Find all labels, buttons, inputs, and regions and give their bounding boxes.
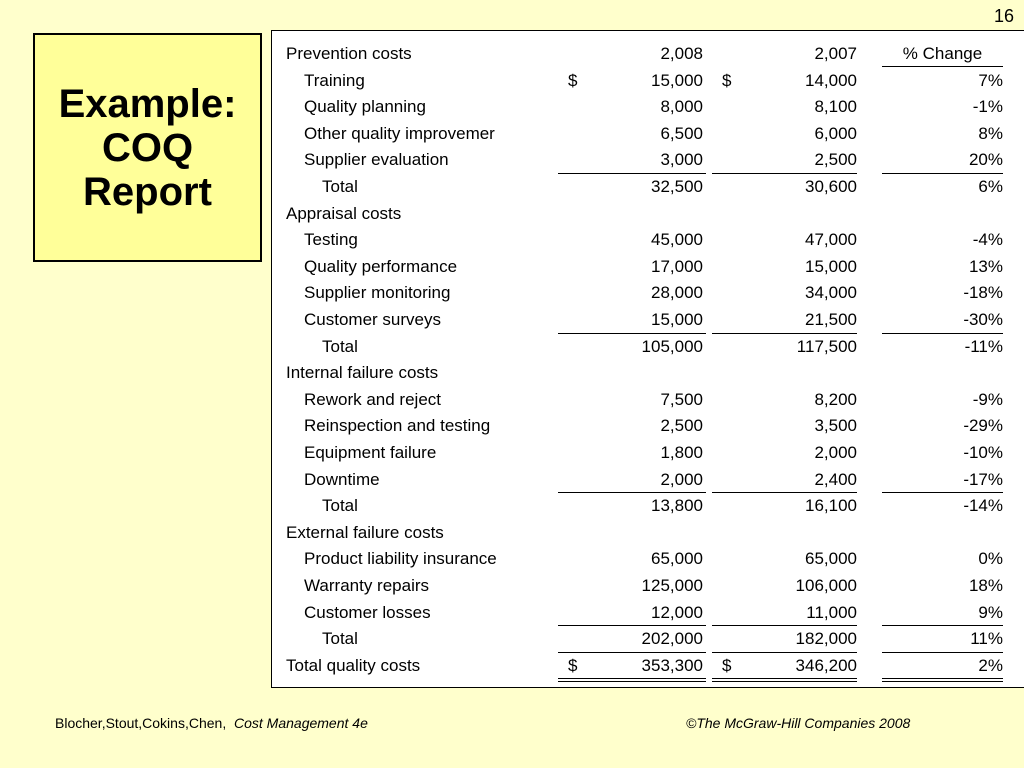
row-label: Other quality improvemer <box>304 123 495 143</box>
subtotal-row <box>272 626 1024 652</box>
value-2008: 45,000 <box>651 230 703 250</box>
value-2008: 2,500 <box>660 416 703 436</box>
table-row <box>272 147 1024 173</box>
row-label: Training <box>304 70 365 90</box>
pct-change: -1% <box>972 97 1003 117</box>
section-heading: Appraisal costs <box>286 203 402 223</box>
value-2008: 6,500 <box>660 123 703 143</box>
table-row <box>272 280 1024 306</box>
value-2008: 1,800 <box>660 443 703 462</box>
subtotal-label: Total <box>322 177 358 196</box>
pct-change: 18% <box>968 576 1003 595</box>
double-rule <box>558 678 706 682</box>
subtotal-row <box>272 174 1024 200</box>
pct-change: 7% <box>978 70 1003 90</box>
table-row <box>272 94 1024 120</box>
value-2007: 3,500 <box>814 416 857 436</box>
value-2008: 15,000 <box>651 310 703 329</box>
slide-number: 16 <box>993 6 1014 26</box>
table-row <box>272 413 1024 439</box>
value-2007: 106,000 <box>795 576 857 595</box>
pct-change: 8% <box>978 123 1003 143</box>
subtotal-2007: 16,100 <box>805 496 857 516</box>
double-rule <box>882 678 1003 682</box>
header-label: Prevention costs <box>286 44 412 63</box>
table-header-row <box>272 41 1024 67</box>
value-2008: 15,000 <box>651 70 703 90</box>
grand-total-label: Total quality costs <box>286 655 421 675</box>
grand-total-row <box>272 653 1024 679</box>
value-2007: 47,000 <box>805 230 857 250</box>
value-2007: 2,400 <box>814 469 857 489</box>
value-2008: 2,000 <box>660 469 703 489</box>
coq-report-table <box>271 30 1024 688</box>
value-2007: 15,000 <box>805 256 857 276</box>
value-2008: 125,000 <box>641 576 703 595</box>
subtotal-2007: 30,600 <box>805 177 857 196</box>
grand-total-2008: 353,300 <box>641 655 703 675</box>
pct-change: 20% <box>968 150 1003 170</box>
value-2008: 12,000 <box>651 602 703 622</box>
header-year-1: 2,008 <box>660 44 703 63</box>
title-box <box>33 33 262 262</box>
pct-change: 9% <box>978 602 1003 622</box>
pct-change: -29% <box>963 416 1003 436</box>
header-year-2: 2,007 <box>814 44 857 63</box>
row-label: Quality performance <box>304 256 458 276</box>
pct-change: -17% <box>963 469 1003 489</box>
value-2008: 8,000 <box>660 97 703 117</box>
value-2008: 7,500 <box>660 389 703 409</box>
value-2007: 34,000 <box>805 283 857 303</box>
table-row <box>272 68 1024 94</box>
slide-title: Example: COQ Report <box>58 81 237 214</box>
row-label: Reinspection and testing <box>304 416 491 436</box>
row-label: Supplier evaluation <box>304 150 449 170</box>
subtotal-pct: 6% <box>978 177 1003 196</box>
table-row <box>272 254 1024 280</box>
grand-total-2007: 346,200 <box>795 655 857 675</box>
subtotal-pct: 11% <box>970 629 1003 649</box>
value-2007: 2,000 <box>814 443 857 462</box>
pct-change: -10% <box>963 443 1003 462</box>
pct-change: -4% <box>972 230 1003 250</box>
subtotal-pct: -11% <box>964 336 1003 356</box>
currency-symbol: $ <box>568 70 578 90</box>
pct-change: 13% <box>968 256 1003 276</box>
value-2007: 6,000 <box>814 123 857 143</box>
value-2008: 65,000 <box>651 549 703 569</box>
value-2008: 28,000 <box>651 283 703 303</box>
subtotal-label: Total <box>322 496 358 516</box>
value-2008: 17,000 <box>651 256 703 276</box>
subtotal-2008: 32,500 <box>651 177 703 196</box>
table-row <box>272 467 1024 493</box>
row-label: Testing <box>304 230 358 250</box>
grand-total-pct: 2% <box>978 655 1003 675</box>
table-row <box>272 573 1024 599</box>
row-label: Customer surveys <box>304 310 441 329</box>
table-row <box>272 440 1024 466</box>
row-label: Quality planning <box>304 97 426 117</box>
value-2007: 8,100 <box>814 97 857 117</box>
table-row <box>272 121 1024 147</box>
row-label: Product liability insurance <box>304 549 497 569</box>
value-2007: 2,500 <box>814 150 857 170</box>
subtotal-row <box>272 493 1024 519</box>
pct-change: -18% <box>963 283 1003 303</box>
value-2008: 3,000 <box>660 150 703 170</box>
footer-book-title: Cost Management 4e <box>234 715 368 731</box>
subtotal-pct: -14% <box>963 496 1003 516</box>
double-rule <box>712 678 857 682</box>
pct-change: -9% <box>972 389 1003 409</box>
subtotal-2007: 182,000 <box>795 629 857 649</box>
header-pct-change: % Change <box>882 41 1003 67</box>
row-label: Equipment failure <box>304 443 437 462</box>
currency-symbol: $ <box>722 70 732 90</box>
subtotal-2008: 13,800 <box>651 496 703 516</box>
pct-change: 0% <box>978 549 1003 569</box>
currency-symbol: $ <box>568 655 578 675</box>
table-row <box>272 600 1024 626</box>
table-row <box>272 387 1024 413</box>
subtotal-2008: 202,000 <box>641 629 703 649</box>
table-row <box>272 307 1024 333</box>
value-2007: 65,000 <box>805 549 857 569</box>
value-2007: 8,200 <box>814 389 857 409</box>
row-label: Rework and reject <box>304 389 442 409</box>
footer-copyright: ©The McGraw-Hill Companies 2008 <box>686 715 911 731</box>
row-label: Supplier monitoring <box>304 283 451 303</box>
value-2007: 11,000 <box>806 602 857 622</box>
value-2007: 21,500 <box>805 310 857 329</box>
section-heading-row <box>272 201 1024 227</box>
footer-authors: Blocher,Stout,Cokins,Chen, <box>55 715 227 731</box>
table-row <box>272 546 1024 572</box>
subtotal-2008: 105,000 <box>641 336 703 356</box>
section-heading-row <box>272 520 1024 546</box>
subtotal-label: Total <box>322 336 358 356</box>
row-label: Warranty repairs <box>304 576 430 595</box>
footer-citation <box>55 715 368 731</box>
subtotal-label: Total <box>322 629 358 649</box>
table-row <box>272 227 1024 253</box>
subtotal-2007: 117,500 <box>796 336 857 356</box>
row-label: Customer losses <box>304 602 431 622</box>
section-heading: Internal failure costs <box>286 363 439 383</box>
subtotal-row <box>272 334 1024 360</box>
row-label: Downtime <box>304 469 380 489</box>
pct-change: -30% <box>963 310 1003 329</box>
currency-symbol: $ <box>722 655 732 675</box>
section-heading-row <box>272 360 1024 386</box>
value-2007: 14,000 <box>805 70 857 90</box>
section-heading: External failure costs <box>286 522 444 542</box>
